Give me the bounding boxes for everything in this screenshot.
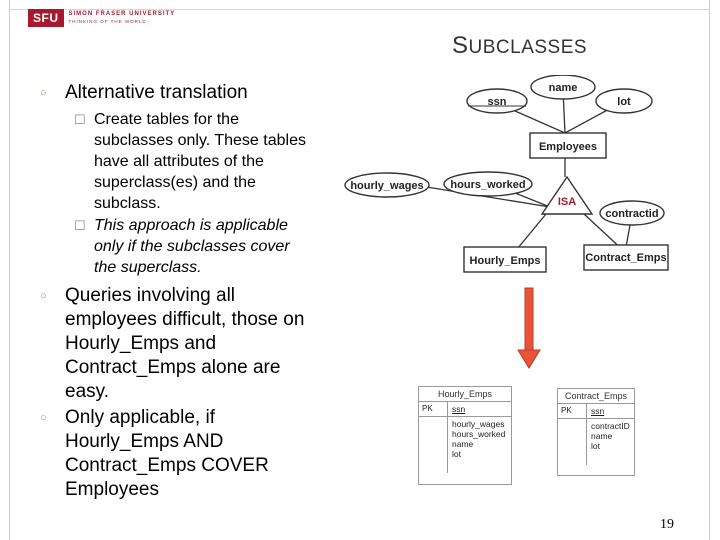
logo-abbr: SFU	[28, 9, 64, 27]
attr-field: hourly_wages	[452, 419, 505, 429]
logo-line1: SIMON FRASER UNIVERSITY	[68, 10, 176, 17]
frame-right-line	[709, 0, 710, 540]
attr-list	[448, 417, 509, 473]
pk-spacer	[419, 417, 448, 473]
attr-field: lot	[452, 449, 461, 459]
title-rest: UBCLASSES	[468, 37, 588, 58]
bullet-icon: ○	[40, 412, 47, 424]
er-attr-lot: lot	[617, 96, 631, 108]
bullet-icon: ○	[40, 87, 47, 99]
table-title: Hourly_Emps	[419, 387, 511, 402]
pk-field: ssn	[452, 404, 466, 414]
logo-text	[69, 10, 176, 26]
table-pk-row	[558, 404, 634, 418]
bullet3-line: Contract_Emps COVER	[65, 455, 269, 476]
table-attrs-row	[558, 418, 634, 465]
bullet2-line: easy.	[65, 381, 110, 402]
bullet2-text	[65, 284, 355, 404]
pk-field: ssn	[591, 406, 605, 416]
er-entity-hourly-emps: Hourly_Emps	[469, 255, 541, 267]
attr-field: hours_worked	[452, 429, 506, 439]
er-entity-employees: Employees	[538, 141, 598, 153]
bullet-icon: ○	[40, 290, 47, 302]
sub-bullet-icon: ☐	[74, 218, 86, 233]
er-isa-label: ISA	[557, 196, 577, 208]
er-attr-contractid: contractid	[605, 208, 659, 220]
er-diagram	[340, 75, 690, 275]
table-pk-row	[419, 402, 511, 416]
bullet3-line: Only applicable, if	[65, 407, 215, 428]
pk-spacer	[558, 419, 587, 465]
table-attrs-row	[419, 416, 511, 473]
bullet2-line: Contract_Emps alone are	[65, 357, 281, 378]
sub1-text	[94, 109, 354, 214]
sub1-line: subclass.	[94, 195, 161, 212]
er-attr-hours-worked: hours_worked	[450, 179, 526, 191]
attr-field: name	[591, 431, 613, 441]
bullet2-line: employees difficult, those on	[65, 309, 305, 330]
bullet3-text	[65, 406, 355, 502]
sub1-line: have all attributes of the	[94, 153, 264, 170]
sub1-line: subclasses only. These tables	[94, 132, 306, 149]
title-first-letter: S	[452, 32, 469, 59]
table-contract-emps	[557, 388, 635, 476]
page-number: 19	[660, 517, 674, 532]
sub2-text	[94, 215, 354, 278]
bullet2-line: Hourly_Emps and	[65, 333, 217, 354]
attr-field: contractID	[591, 421, 630, 431]
slide-title	[452, 32, 587, 60]
down-arrow-icon	[517, 286, 541, 370]
bullet3-line: Hourly_Emps AND	[65, 431, 224, 452]
university-logo	[28, 9, 175, 26]
er-attr-name: name	[548, 82, 578, 94]
table-hourly-emps	[418, 386, 512, 485]
sub2-line: This approach is applicable	[94, 217, 288, 234]
er-entity-contract-emps: Contract_Emps	[585, 252, 667, 264]
pk-label: PK	[558, 404, 587, 418]
sub2-line: the superclass.	[94, 259, 202, 276]
sub2-line: only if the subclasses cover	[94, 238, 290, 255]
bullet1-text: Alternative translation	[65, 82, 248, 103]
sub1-line: Create tables for the	[94, 111, 239, 128]
er-attr-hourly-wages: hourly_wages	[350, 180, 424, 192]
sub-bullet-icon: ☐	[74, 112, 86, 127]
pk-label: PK	[419, 402, 448, 416]
er-attr-ssn: ssn	[487, 96, 507, 108]
bullet3-line: Employees	[65, 479, 159, 500]
bullet2-line: Queries involving all	[65, 285, 236, 306]
logo-line2: THINKING OF THE WORLD	[68, 18, 147, 24]
attr-field: name	[452, 439, 474, 449]
attr-list	[587, 419, 634, 465]
attr-field: lot	[591, 441, 600, 451]
sub1-line: superclass(es) and the	[94, 174, 256, 191]
frame-left-line	[9, 0, 10, 540]
table-title: Contract_Emps	[558, 389, 634, 404]
